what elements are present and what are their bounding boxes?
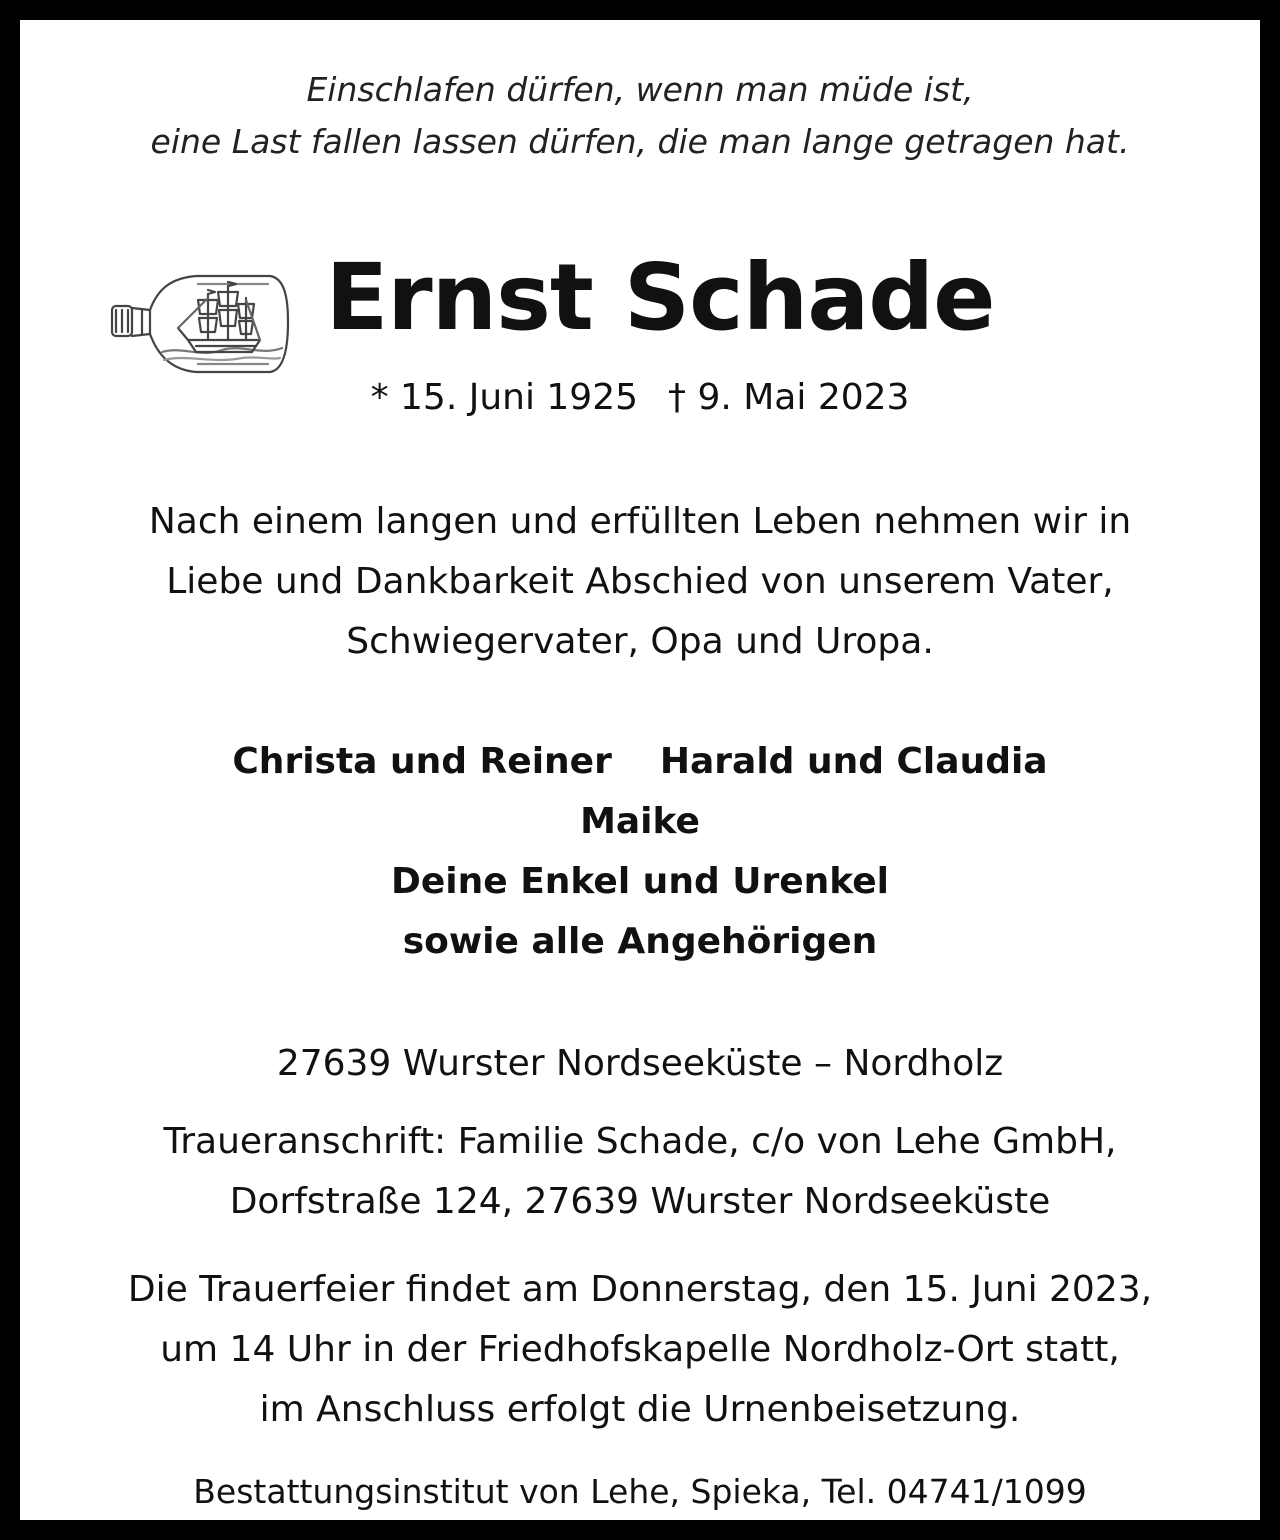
mourner-line: Deine Enkel und Urenkel [390, 861, 890, 902]
motto-line: Einschlafen dürfen, wenn man müde ist, [306, 70, 974, 109]
farewell-text [20, 492, 1260, 672]
death-date: † 9. Mai 2023 [668, 377, 910, 418]
address-line: Dorfstraße 124, 27639 Wurster Nordseeküste [229, 1181, 1051, 1222]
address-line: Traueranschrift: Familie Schade, c/o von Lehe GmbH, [163, 1121, 1117, 1162]
farewell-line: Liebe und Dankbarkeit Abschied von unserem Vater, [166, 561, 1114, 602]
mourner-couple: Harald und Claudia [659, 741, 1048, 782]
place-line [20, 1034, 1260, 1094]
funeral-home-line [20, 1466, 1260, 1518]
farewell-line: Nach einem langen und erfüllten Leben nehmen wir in [148, 501, 1132, 542]
deceased-name: Ernst Schade [325, 244, 995, 351]
funeral-service-info [20, 1260, 1260, 1440]
mourners-couples [20, 732, 1260, 792]
service-line: um 14 Uhr in der Friedhofskapelle Nordholz-Ort statt, [160, 1329, 1120, 1370]
service-line: im Anschluss erfolgt die Urnenbeisetzung. [259, 1389, 1021, 1430]
service-line: Die Trauerfeier findet am Donnerstag, den 15. Juni 2023, [127, 1269, 1153, 1310]
mourning-address [20, 1112, 1260, 1232]
mourners [20, 732, 1260, 972]
motto-quote [20, 64, 1260, 168]
place-text: 27639 Wurster Nordseeküste – Nordholz [276, 1043, 1004, 1084]
funeral-home-text: Bestattungsinstitut von Lehe, Spieka, Tel. 04741/1099 [193, 1472, 1087, 1511]
motto-line: eine Last fallen lassen dürfen, die man lange getragen hat. [150, 122, 1130, 161]
farewell-line: Schwiegervater, Opa und Uropa. [346, 621, 934, 662]
birth-date: * 15. Juni 1925 [370, 377, 639, 418]
ship-in-bottle-icon [92, 248, 292, 388]
mourner-line: sowie alle Angehörigen [402, 921, 878, 962]
mourner-line: Maike [580, 801, 700, 842]
mourner-couple: Christa und Reiner [232, 741, 612, 782]
life-dates [20, 372, 1260, 424]
